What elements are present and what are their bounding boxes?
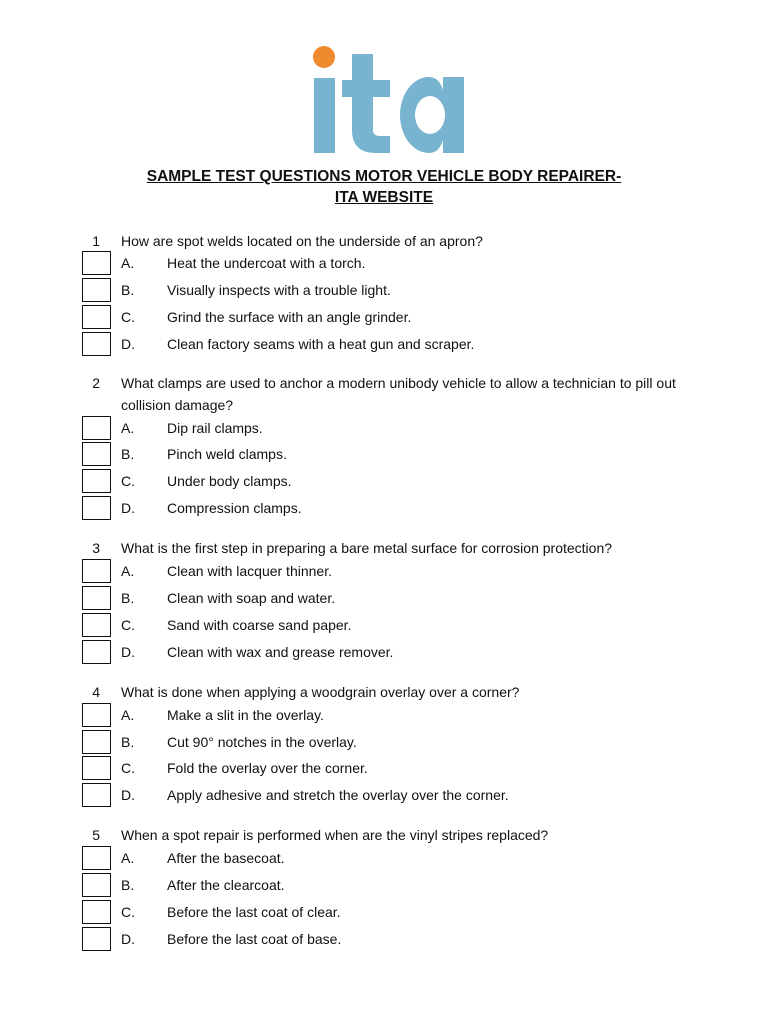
option-letter: A. <box>121 420 135 436</box>
option-letter: A. <box>121 255 135 271</box>
question-5-option-c <box>0 900 768 927</box>
question-4-option-a <box>0 703 768 730</box>
answer-checkbox[interactable] <box>82 332 111 356</box>
option-letter: A. <box>121 850 135 866</box>
option-letter: C. <box>121 617 135 633</box>
answer-checkbox[interactable] <box>82 730 111 754</box>
option-letter: C. <box>121 473 135 489</box>
option-text: Fold the overlay over the corner. <box>167 760 368 776</box>
option-text: Visually inspects with a trouble light. <box>167 282 391 298</box>
option-letter: C. <box>121 760 135 776</box>
answer-checkbox[interactable] <box>82 586 111 610</box>
option-text: Clean with soap and water. <box>167 590 336 606</box>
option-text: Apply adhesive and stretch the overlay over the corner. <box>167 787 509 803</box>
question-3-text: What is the first step in preparing a bare metal surface for corrosion protection? <box>121 540 613 556</box>
option-text: Cut 90° notches in the overlay. <box>167 734 357 750</box>
question-5-text: When a spot repair is performed when are the vinyl stripes replaced? <box>121 827 549 843</box>
option-text: Clean with wax and grease remover. <box>167 644 394 660</box>
answer-checkbox[interactable] <box>82 783 111 807</box>
answer-checkbox[interactable] <box>82 756 111 780</box>
question-4-option-b <box>0 730 768 757</box>
option-text: Clean factory seams with a heat gun and scraper. <box>167 336 475 352</box>
question-5-option-a <box>0 846 768 873</box>
option-letter: B. <box>121 282 135 298</box>
option-text: Compression clamps. <box>167 500 302 516</box>
question-4-option-c <box>0 756 768 783</box>
question-1-option-c <box>0 305 768 332</box>
question-2-option-a <box>0 416 768 443</box>
question-2-number: 2 <box>92 375 100 391</box>
answer-checkbox[interactable] <box>82 469 111 493</box>
option-letter: B. <box>121 734 135 750</box>
question-3-option-c <box>0 613 768 640</box>
option-letter: D. <box>121 500 135 516</box>
question-5-number: 5 <box>92 827 100 843</box>
answer-checkbox[interactable] <box>82 640 111 664</box>
option-letter: D. <box>121 787 135 803</box>
question-4-text: What is done when applying a woodgrain overlay over a corner? <box>121 684 520 700</box>
question-3-number: 3 <box>92 540 100 556</box>
option-letter: B. <box>121 877 135 893</box>
answer-checkbox[interactable] <box>82 442 111 466</box>
option-letter: B. <box>121 446 135 462</box>
answer-checkbox[interactable] <box>82 251 111 275</box>
option-text: Before the last coat of base. <box>167 931 342 947</box>
question-5-option-d <box>0 927 768 954</box>
question-3-option-d <box>0 640 768 667</box>
page-title-line-1: SAMPLE TEST QUESTIONS MOTOR VEHICLE BODY REPAIRER- <box>146 168 622 185</box>
logo-letter-a <box>400 77 464 153</box>
question-1-number: 1 <box>92 233 100 249</box>
option-text: Dip rail clamps. <box>167 420 263 436</box>
logo-letter-t <box>342 54 390 153</box>
question-1-option-a <box>0 251 768 278</box>
option-text: Make a slit in the overlay. <box>167 707 324 723</box>
option-text: Heat the undercoat with a torch. <box>167 255 366 271</box>
option-letter: C. <box>121 309 135 325</box>
question-2-option-b <box>0 442 768 469</box>
question-4-option-d <box>0 783 768 810</box>
option-text: After the basecoat. <box>167 850 285 866</box>
answer-checkbox[interactable] <box>82 703 111 727</box>
logo-dot <box>313 46 335 68</box>
question-2-option-c <box>0 469 768 496</box>
option-text: Clean with lacquer thinner. <box>167 563 332 579</box>
question-3-option-a <box>0 559 768 586</box>
answer-checkbox[interactable] <box>82 613 111 637</box>
answer-checkbox[interactable] <box>82 305 111 329</box>
question-4-number: 4 <box>92 684 100 700</box>
answer-checkbox[interactable] <box>82 846 111 870</box>
option-letter: B. <box>121 590 135 606</box>
option-letter: A. <box>121 707 135 723</box>
question-2-option-d <box>0 496 768 523</box>
logo-letter-i <box>314 78 335 153</box>
option-text: Under body clamps. <box>167 473 292 489</box>
question-2-text: What clamps are used to anchor a modern unibody vehicle to allow a technician to pill out collision damage? <box>121 375 676 413</box>
option-letter: C. <box>121 904 135 920</box>
option-text: Grind the surface with an angle grinder. <box>167 309 412 325</box>
option-text: Before the last coat of clear. <box>167 904 341 920</box>
question-3-option-b <box>0 586 768 613</box>
option-letter: D. <box>121 644 135 660</box>
answer-checkbox[interactable] <box>82 496 111 520</box>
ita-logo <box>306 40 466 156</box>
option-letter: A. <box>121 563 135 579</box>
answer-checkbox[interactable] <box>82 900 111 924</box>
question-5-option-b <box>0 873 768 900</box>
question-1-option-b <box>0 278 768 305</box>
option-letter: D. <box>121 931 135 947</box>
answer-checkbox[interactable] <box>82 278 111 302</box>
option-text: Pinch weld clamps. <box>167 446 287 462</box>
option-text: After the clearcoat. <box>167 877 285 893</box>
answer-checkbox[interactable] <box>82 559 111 583</box>
question-1-text: How are spot welds located on the underside of an apron? <box>121 233 483 249</box>
answer-checkbox[interactable] <box>82 416 111 440</box>
option-letter: D. <box>121 336 135 352</box>
page-title-line-2: ITA WEBSITE <box>334 189 434 206</box>
answer-checkbox[interactable] <box>82 873 111 897</box>
question-1-option-d <box>0 332 768 359</box>
option-text: Sand with coarse sand paper. <box>167 617 352 633</box>
answer-checkbox[interactable] <box>82 927 111 951</box>
